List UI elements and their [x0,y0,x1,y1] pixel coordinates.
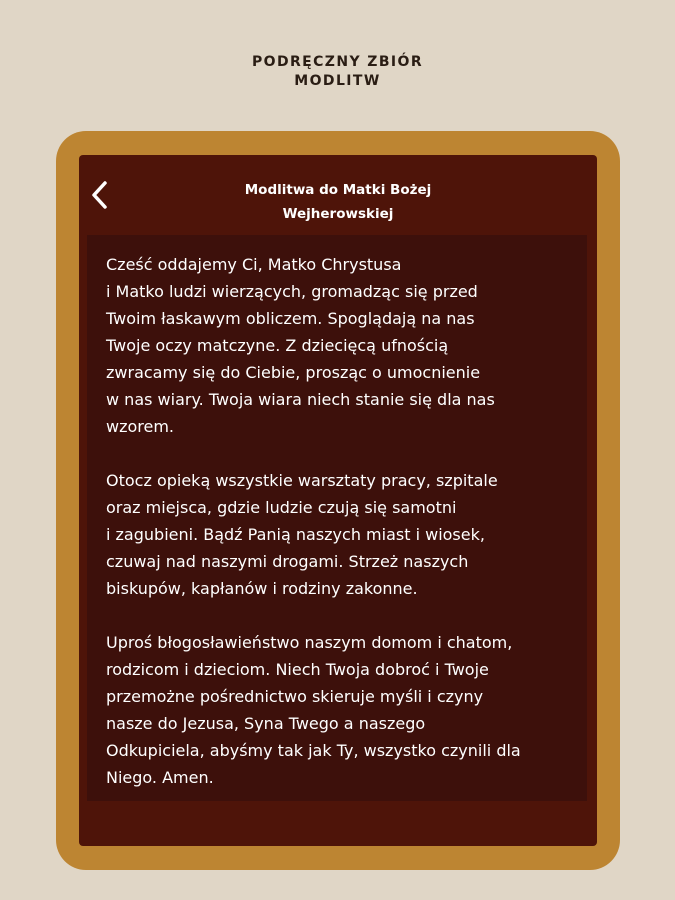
app-title-line-2: MODLITW [294,73,381,89]
back-button[interactable] [85,177,115,213]
prayer-paragraph-3: Uproś błogosławieństwo naszym domom i chatom, rodzicom i dzieciom. Niech Twoja dobroć i Twoje przemożne pośrednictwo skieruje myśli i czyny nasze do Jezusa, Syna Twego a naszego Odkupiciela, abyśmy tak jak Ty, wszystko czynili dla Niego. Amen. [106,633,521,787]
prayer-body [87,235,587,791]
page-title-line-1: Modlitwa do Matki Bożej [244,182,432,198]
prayer-paragraph-2: Otocz opieką wszystkie warsztaty pracy, szpitale oraz miejsca, gdzie ludzie czują się samotni i zagubieni. Bądź Panią naszych miast i wiosek, czuwaj nad naszymi drogami. Strzeż naszych biskupów, kapłanów i rodziny zakonne. [106,471,498,598]
prayer-screen [79,155,597,846]
chevron-left-icon [85,177,115,213]
prayer-paragraph-1: Cześć oddajemy Ci, Matko Chrystusa i Matko ludzi wierzących, gromadząc się przed Twoim łaskawym obliczem. Spoglądają na nas Twoje oczy matczyne. Z dziecięcą ufnością zwracamy się do Ciebie, prosząc o umocnienie w nas wiary. Twoja wiara niech stanie się dla nas wzorem. [106,255,495,436]
page-title-line-2: Wejherowskiej [282,206,394,222]
prayer-text-panel [87,235,587,801]
page-title [169,178,507,226]
tablet-frame [56,131,620,870]
app-title-line-1: PODRĘCZNY ZBIÓR [252,54,423,70]
app-title [0,53,675,91]
